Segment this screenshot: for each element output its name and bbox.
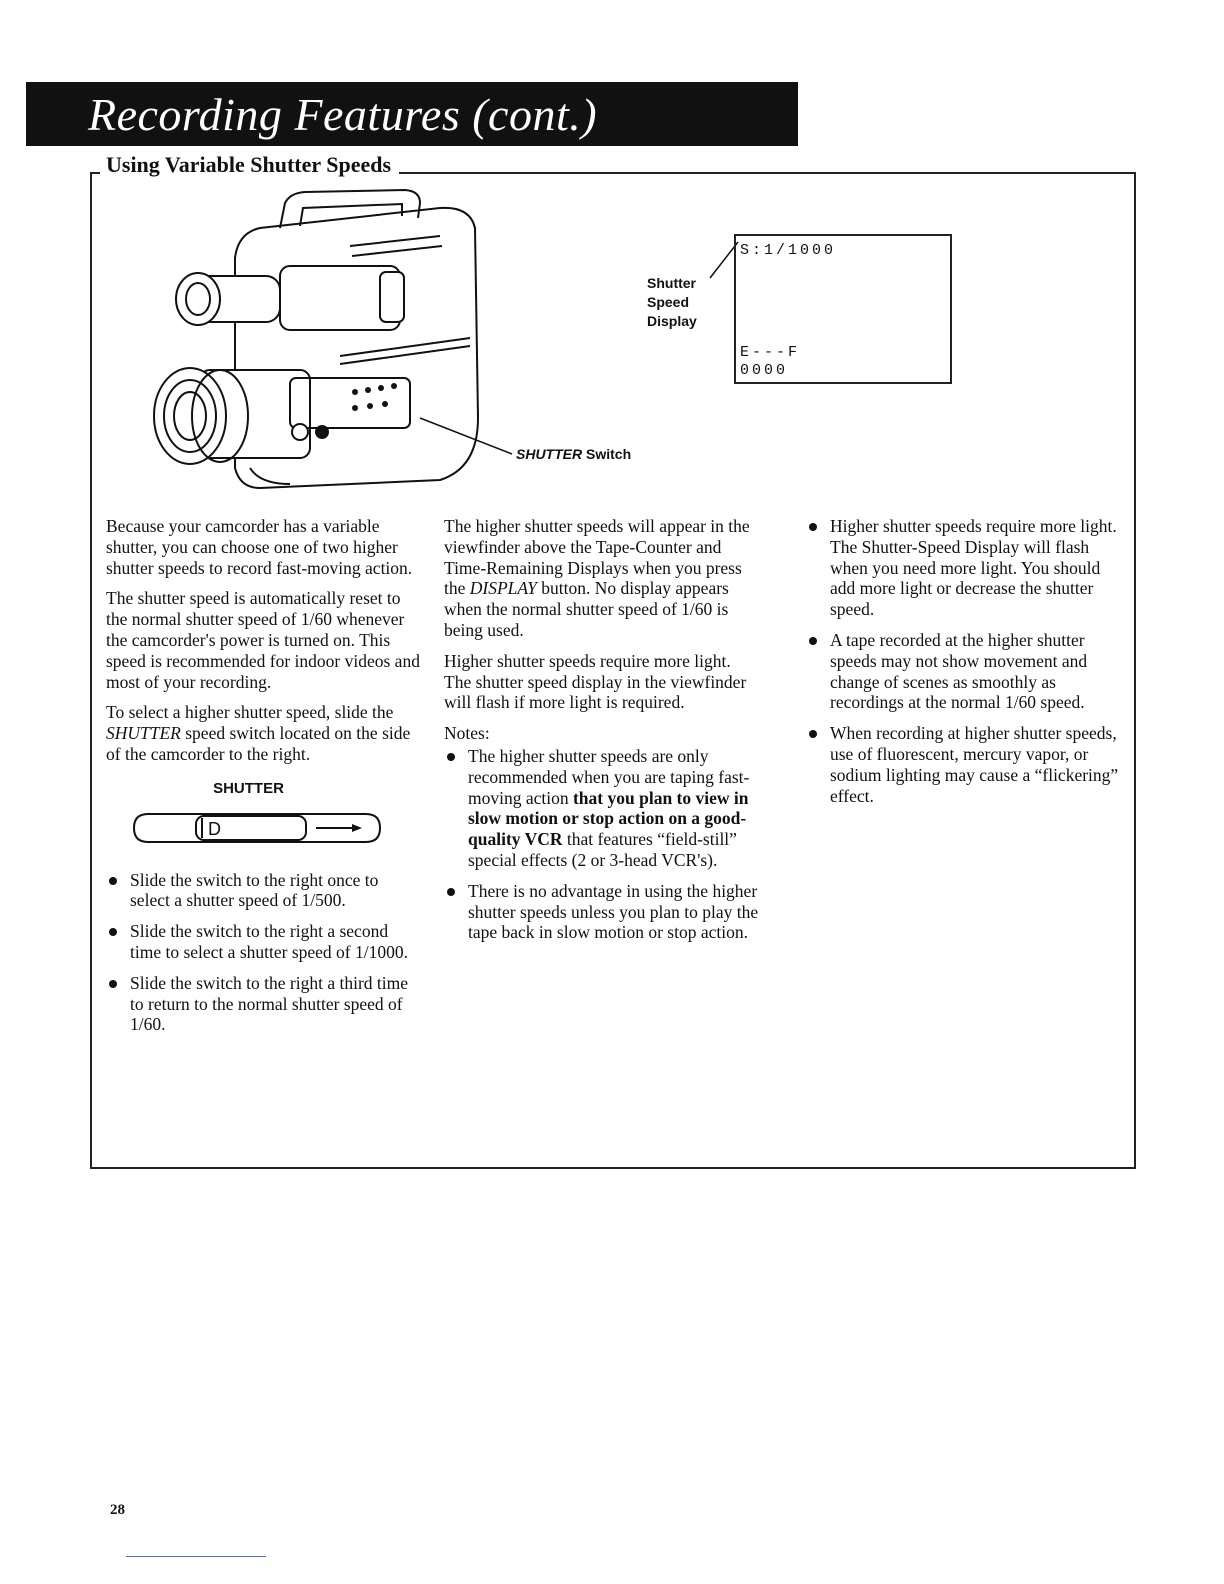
page-number: 28: [110, 1502, 125, 1518]
display-term: DISPLAY: [469, 578, 537, 599]
shutter-term: SHUTTER: [106, 723, 181, 744]
text-run: The higher shutter speeds are only recommended when you are taping fast-moving action: [468, 745, 750, 808]
shutter-diagram-title: SHUTTER: [213, 779, 284, 797]
switch-label-italic: SHUTTER: [516, 446, 583, 462]
shutter-switch-label: [516, 446, 631, 462]
text-run: speed switch located on the side of the camcorder to the right.: [106, 723, 411, 764]
switch-steps-list: [106, 870, 421, 1036]
svg-text:D: D: [208, 818, 221, 839]
text-run: button. No display appears when the normal shutter speed of 1/60 is being used.: [444, 578, 729, 640]
notes-heading: Notes:: [444, 723, 490, 744]
tips-list: [806, 516, 1120, 806]
section-title: Using Variable Shutter Speeds: [100, 152, 399, 178]
page-header-banner: [26, 82, 798, 146]
shutter-speed-readout: S:1/1000: [740, 242, 837, 259]
label-line: Shutter: [647, 275, 696, 291]
shutter-switch-diagram: [116, 808, 386, 848]
paragraph: [106, 702, 421, 764]
paragraph: [444, 516, 759, 641]
camcorder-illustration: [140, 188, 490, 498]
text-run: The higher shutter speeds will appear in the viewfinder above the Tape-Counter and Time-Remaining Displays when you press the: [444, 516, 750, 599]
list-item: Slide the switch to the right a second time to select a shutter speed of 1/1000.: [106, 921, 421, 963]
column-1: [106, 516, 421, 1045]
text-run: To select a higher shutter speed, slide the: [106, 702, 394, 723]
column-2: [444, 516, 759, 953]
column-3: [806, 516, 1120, 816]
emphasis-text: that you plan to view in slow motion or stop action on a good-quality VCR: [468, 787, 749, 850]
list-item: Slide the switch to the right a third time to return to the normal shutter speed of 1/60.: [106, 973, 421, 1035]
viewfinder-display: [734, 234, 952, 384]
paragraph: Higher shutter speeds require more light. The shutter speed display in the viewfinder will flash if more light is required.: [444, 650, 747, 713]
list-item: Slide the switch to the right once to select a shutter speed of 1/500.: [106, 870, 421, 912]
list-item: A tape recorded at the higher shutter speeds may not show movement and change of scenes as smoothly as recordings at the normal 1/60 speed.: [806, 630, 1120, 713]
list-item: Higher shutter speeds require more light. The Shutter-Speed Display will flash when you need more light. You should add more light or decrease the shutter speed.: [806, 516, 1120, 620]
text-run: that features “field-still” special effects (2 or 3-head VCR's).: [468, 829, 737, 870]
paragraph: Because your camcorder has a variable shutter, you can choose one of two higher shutter speeds to record fast-moving action.: [106, 516, 413, 578]
list-item: There is no advantage in using the higher shutter speeds unless you plan to play the tape back in slow motion or stop action.: [444, 881, 759, 943]
list-item: [444, 746, 759, 871]
list-item: When recording at higher shutter speeds, use of fluorescent, mercury vapor, or sodium lighting may cause a “flickering” effect.: [806, 723, 1120, 806]
paragraph: The shutter speed is automatically reset to the normal shutter speed of 1/60 whenever the camcorder's power is turned on. This speed is recommended for indoor videos and most of your recording.: [106, 588, 420, 692]
label-line: Speed: [647, 294, 690, 310]
page-title: Recording Features (cont.): [88, 89, 598, 140]
label-line: Display: [647, 313, 697, 329]
time-remaining-readout: E---F: [740, 344, 801, 361]
footer-rule: [126, 1556, 266, 1557]
notes-list: [444, 746, 759, 943]
shutter-speed-display-label: [647, 274, 697, 331]
tape-counter-readout: 0000: [740, 362, 789, 379]
switch-label-rest: Switch: [586, 446, 632, 462]
